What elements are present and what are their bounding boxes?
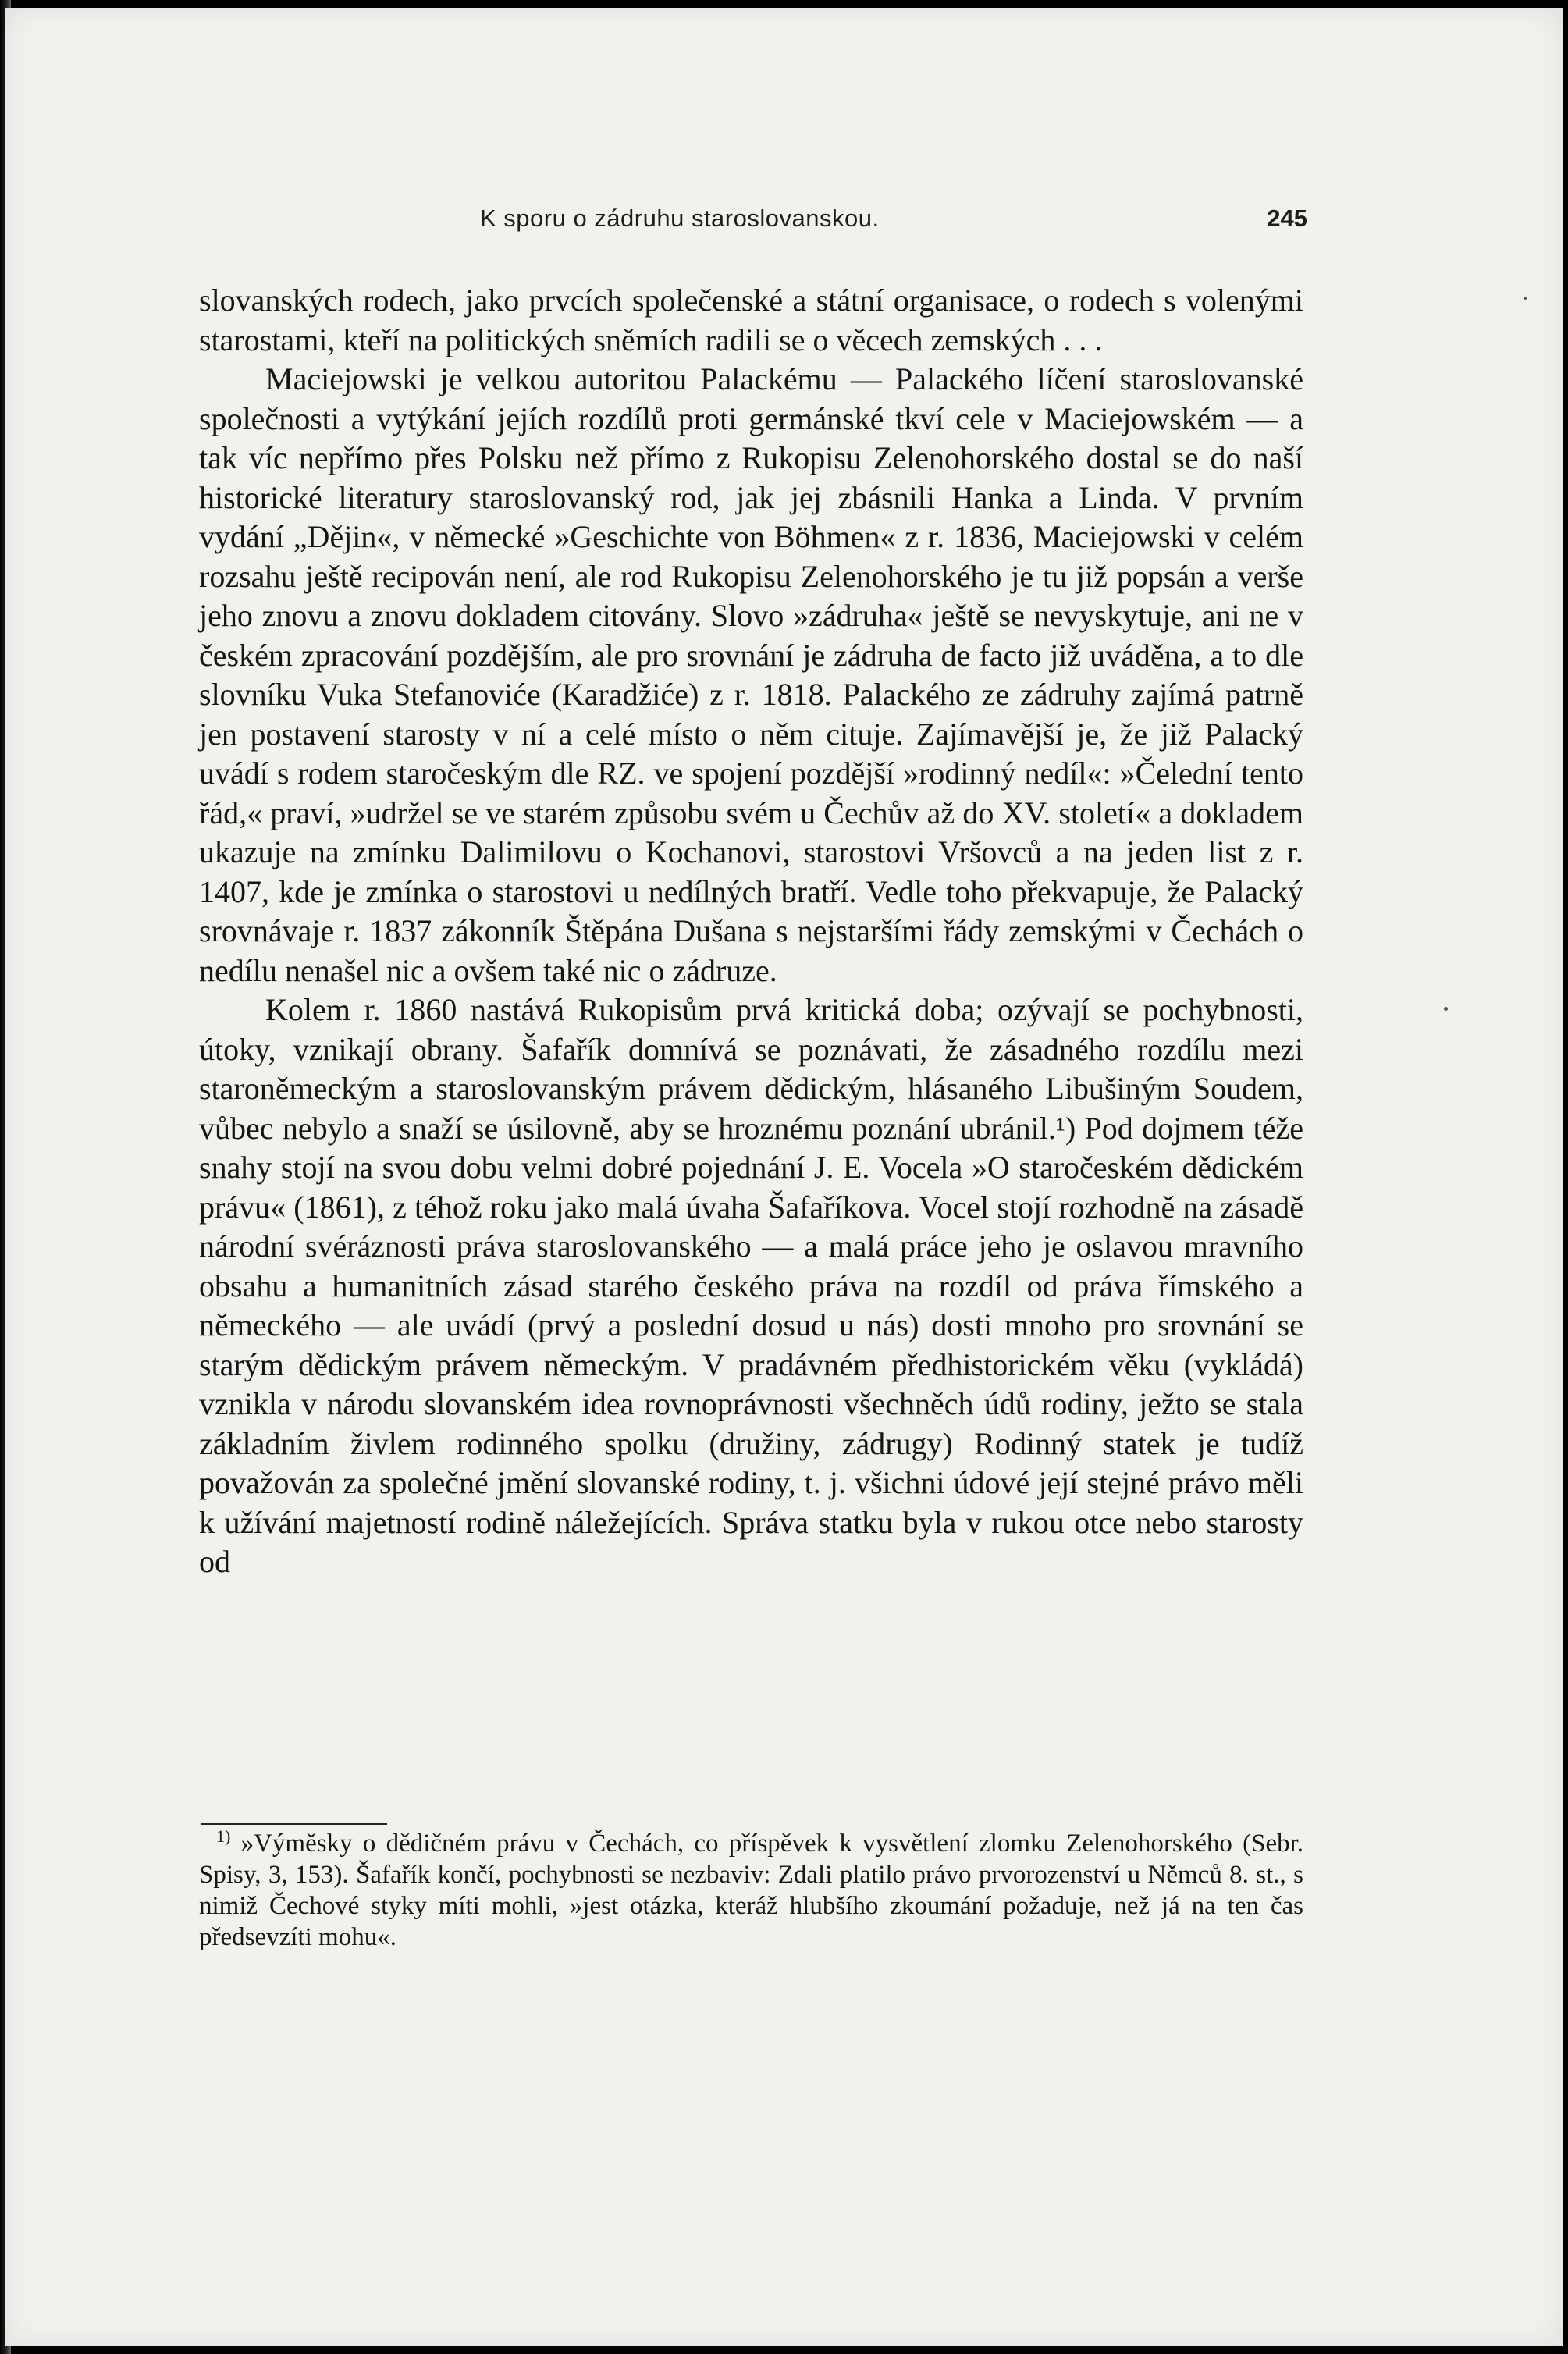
footnotes	[199, 1828, 1303, 1953]
paragraph-kolem-1860: Kolem r. 1860 nastává Rukopisům prvá kritická doba; ozývají se pochybnosti, útoky, vznikají obrany. Šafařík domnívá se poznávati, že zásadného rozdílu mezi staroněmeckým a staroslovanským právem dědickým, hlásaného Libušiným Soudem, vůbec nebylo a snaží se úsilovně, aby se hroznému poznání ubránil.¹) Pod dojmem téže snahy stojí na svou dobu velmi dobré pojednání J. E. Vocela »O staročeském dědickém právu« (1861), z téhož roku jako malá úvaha Šafaříkova. Vocel stojí rozhodně na zásadě národní svéráznosti práva staroslovanského — a malá práce jeho je oslavou mravního obsahu a humanitních zásad starého českého práva na rozdíl od práva římského a německého — ale uvádí (prvý a poslední dosud u nás) dosti mnoho pro srovnání se starým dědickým právem německým. V pradávném předhistorickém věku (vykládá) vznikla v národu slovanském idea rovnoprávnosti všechněch údů rodiny, ježto se stala základním živlem rodinného spolku (družiny, zádrugy) Rodinný statek je tudíž považován za společné jmění slovanské rodiny, t. j. všichni údové její stejné právo měli k užívání majetností rodině náležejících. Správa statku byla v rukou otce nebo starosty od	[199, 992, 1303, 1579]
running-title: K sporu o zádruhu staroslovanskou.	[480, 204, 880, 232]
main-text	[199, 281, 1303, 1582]
paragraph-maciejowski: Maciejowski je velkou autoritou Palackému — Palackého líčení staroslovanské společnosti a vytýkání jejích rozdílů proti germánské tkví cele v Maciejowském — a tak víc nepřímo přes Polsku než přímo z Rukopisu Zelenohorského dostal se do naší historické literatury staroslovanský rod, jak jej zbásnili Hanka a Linda. V prvním vydání „Dějin«, v německé »Geschichte von Böhmen« z r. 1836, Maciejowski v celém rozsahu ještě recipován není, ale rod Rukopisu Zelenohorského je tu již popsán a verše jeho znovu a znovu dokladem citovány. Slovo »zádruha« ještě se nevyskytuje, ani ne v českém zpracování pozdějším, ale pro srovnání je zádruha de facto již uváděna, a to dle slovníku Vuka Stefanoviće (Karadžiće) z r. 1818. Palackého ze zádruhy zajímá patrně jen postavení starosty v ní a celé místo o něm cituje. Zajímavější je, že již Palacký uvádí s rodem staročeským dle RZ. ve spojení pozdější »rodinný nedíl«: »Čelední tento řád,« praví, »udržel se ve starém způsobu svém u Čechův až do XV. století« a dokladem ukazuje na zmínku Dalimilovu o Kochanovi, starostovi Vršovců a na jeden list z r. 1407, kde je zmínka o starostovi u nedílných bratří. Vedle toho překvapuje, že Palacký srovnávaje r. 1837 zákonník Štěpána Dušana s nejstaršími řády zemskými v Čechách o nedílu nenašel nic a ovšem také nic o zádruze.	[199, 361, 1303, 988]
scan-speck	[1444, 1007, 1448, 1011]
paragraph-continuation: slovanských rodech, jako prvcích společenské a státní organisace, o rodech s volenými starostami, kteří na politických sněmích radili se o věcech zemských . . .	[199, 283, 1303, 357]
footnote	[199, 1828, 1303, 1953]
page-number: 245	[1267, 204, 1307, 232]
footnote-mark: 1)	[216, 1826, 231, 1846]
footnote-text: »Výměsky o dědičném právu v Čechách, co příspěvek k vysvětlení zlomku Zelenohorského (Sebr. Spisy, 3, 153). Šafařík končí, pochybnosti se nezbaviv: Zdali platilo právo prvorozenství u Němců 8. st., s nimiž Čechové styky míti mohli, »jest otázka, kteráž hlubšího zkoumání požaduje, než já na ten čas předsevzíti mohu«.	[199, 1830, 1304, 1951]
footnote-divider	[201, 1823, 387, 1825]
scan-speck	[1524, 297, 1527, 300]
running-header	[199, 204, 1307, 244]
